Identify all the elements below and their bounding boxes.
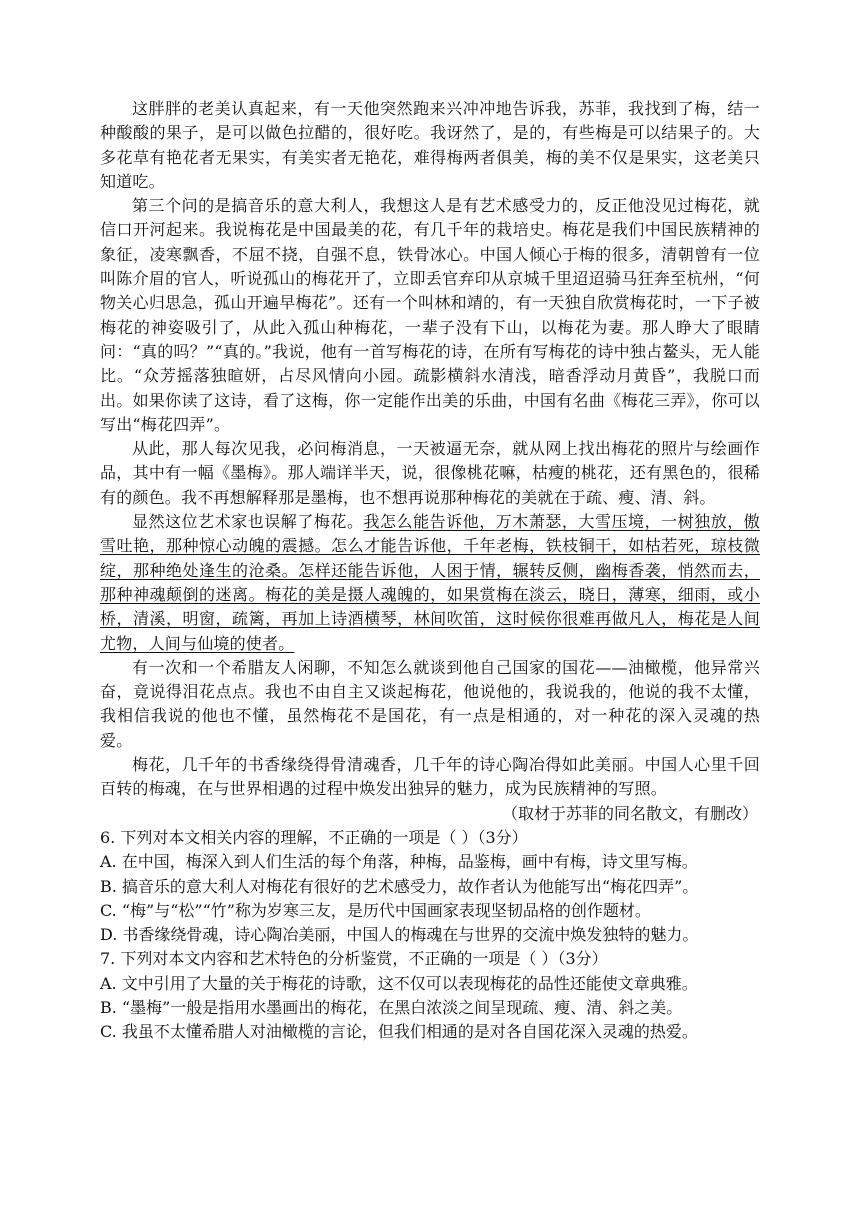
passage-paragraph-4 [100, 510, 760, 656]
question-6-option-a: A. 在中国，梅深入到人们生活的每个角落，种梅，品鉴梅，画中有梅，诗文里写梅。 [100, 852, 698, 872]
question-list [100, 826, 760, 1045]
passage-paragraph-6: 梅花，几千年的书香缘绕得骨清魂香，几千年的诗心陶冶得如此美丽。中国人心里千回百转的梅魂，在与世界相遇的过程中焕发出独异的魅力，成为民族精神的写照。 [100, 755, 760, 799]
passage-paragraph-5: 有一次和一个希腊友人闲聊，不知怎么就谈到他自己国家的国花——油橄榄，他异常兴奋，竟说得泪花点点。我也不由自主又谈起梅花，他说他的，我说我的，他说的我不太懂，我相信我说的他也不懂，虽然梅花不是国花，有一点是相通的，对一种花的深入灵魂的热爱。 [100, 657, 760, 750]
question-6-option-b: B. 搞音乐的意大利人对梅花有很好的艺术感受力，故作者认为他能写出“梅花四弄”。 [100, 876, 699, 896]
question-6-option-d: D. 书香缘绕骨魂，诗心陶冶美丽，中国人的梅魂在与世界的交流中焕发独特的魅力。 [100, 925, 699, 945]
source-note: （取材于苏菲的同名散文，有删改） [501, 803, 758, 823]
question-7-option-a: A. 文中引用了大量的关于梅花的诗歌，这不仅可以表现梅花的品性还能使文章典雅。 [100, 973, 698, 993]
question-6-option-c: C. “梅”与“松”“竹”称为岁寒三友，是历代中国画家表现坚韧品格的创作题材。 [100, 900, 651, 920]
question-7-option-b: B. “墨梅”一般是指用水墨画出的梅花，在黑白浓淡之间呈现疏、瘦、清、斜之美。 [100, 997, 683, 1017]
question-7-option-c: C. 我虽不太懂希腊人对油橄榄的言论，但我们相通的是对各自国花深入灵魂的热爱。 [100, 1022, 698, 1042]
passage-paragraph-1: 这胖胖的老美认真起来，有一天他突然跑来兴冲冲地告诉我，苏菲，我找到了梅，结一种酸酸的果子，是可以做色拉醋的，很好吃。我讶然了，是的，有些梅是可以结果子的。大多花草有艳花者无果实，有美实者无艳花，难得梅两者俱美，梅的美不仅是果实，这老美只知道吃。 [100, 99, 760, 191]
passage-paragraph-2: 第三个问的是搞音乐的意大利人，我想这人是有艺术感受力的，反正他没见过梅花，就信口开河起来。我说梅花是中国最美的花，有几千年的栽培史。梅花是我们中国民族精神的象征，凌寒飘香，不屈不挠，自强不息，铁骨冰心。中国人倾心于梅的很多，清朝曾有一位叫陈介眉的官人，听说孤山的梅花开了，立即丢官弃印从京城千里迢迢骑马狂奔至杭州，“何物关心归思急，孤山开遍早梅花”。还有一个叫林和靖的，有一天独自欣赏梅花时，一下子被梅花的神姿吸引了，从此入孤山种梅花，一辈子没有下山，以梅花为妻。那人睁大了眼睛问：“真的吗？”“真的。”我说，他有一首写梅花的诗，在所有写梅花的诗中独占鳌头，无人能比。“众芳摇落独暄妍，占尽风情向小园。疏影横斜水清浅，暗香浮动月黄昏”，我脱口而出。如果你读了这诗，看了这梅，你一定能作出美的乐曲，中国有名曲《梅花三弄》，你可以写出“梅花四弄”。 [100, 196, 760, 434]
passage-paragraph-3: 从此，那人每次见我，必问梅消息，一天被逼无奈，就从网上找出梅花的照片与绘画作品，其中有一幅《墨梅》。那人端详半天，说，很像桃花嘛，枯瘦的桃花，还有黑色的，很稀有的颜色。我不再想解释那是墨梅，也不想再说那种梅花的美就在于疏、瘦、清、斜。 [100, 439, 760, 507]
reading-passage [100, 97, 760, 1045]
underlined-passage: 我怎么能告诉他，万木萧瑟，大雪压境，一树独放，傲雪吐艳，那种惊心动魄的震撼。怎么才能告诉他，千年老梅，铁枝铜干，如枯若死，琼枝微绽，那种绝处逢生的沧桑。怎样还能告诉他，人困于情，辗转反侧，幽梅香袭，悄然而去，那种神魂颠倒的迷离。梅花的美是摄人魂魄的，如果赏梅在淡云，晓日，薄寒，细雨，或小桥，清溪，明窗，疏篱，再加上诗酒横琴，林间吹笛，这时候你很难再做凡人，梅花是人间尤物，人间与仙境的使者。 [100, 512, 760, 653]
paragraph-4-lead: 显然这位艺术家也误解了梅花。 [132, 512, 364, 532]
question-6-stem: 6. 下列对本文相关内容的理解，不正确的一项是（ ）（3分） [100, 827, 528, 847]
question-7-stem: 7. 下列对本文内容和艺术特色的分析鉴赏，不正确的一项是（ ）（3分） [100, 949, 608, 969]
